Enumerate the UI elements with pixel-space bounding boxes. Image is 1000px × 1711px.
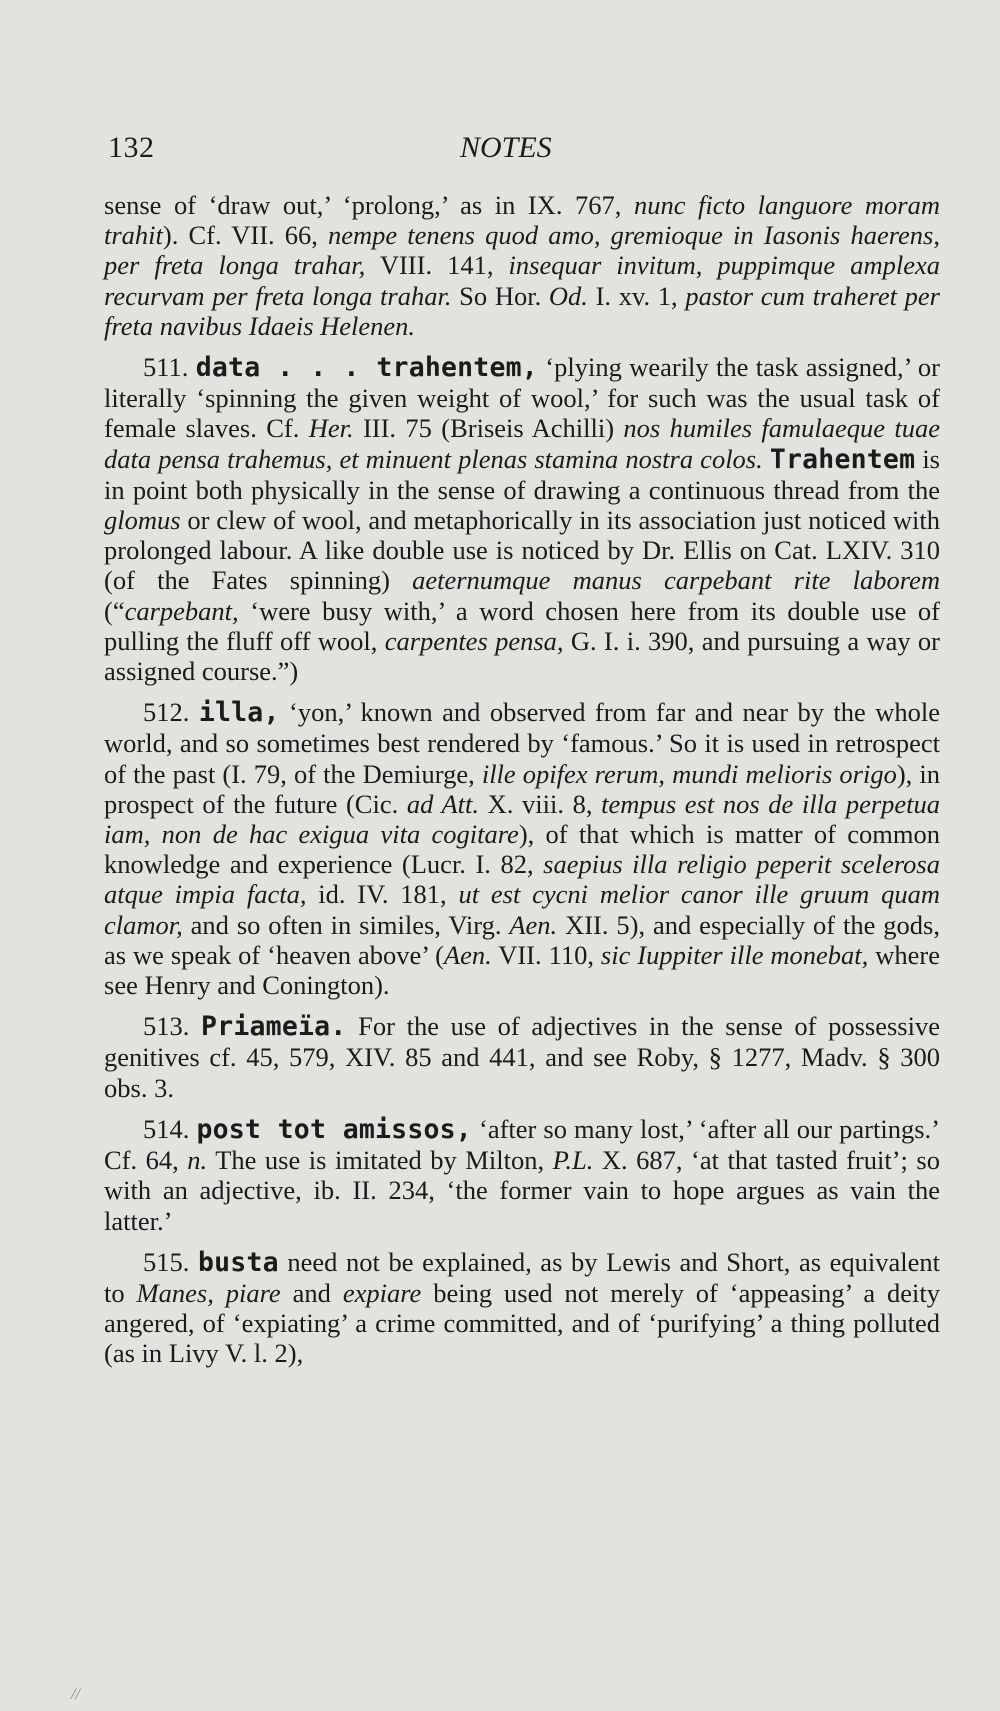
- lemma-text: Trahentem: [769, 443, 916, 475]
- latin-italic-text: glomus: [104, 505, 181, 536]
- note-513: [104, 1011, 940, 1103]
- note-text: XII. 5), and especially of the gods, as we speak of ‘heaven above’ (: [104, 909, 940, 970]
- note-512: [104, 697, 940, 1000]
- note-text: X. 687, ‘at that tasted fruit’; so with an adjective, ib. II. 234, ‘the former vain to hope argues as vain the latter.’: [104, 1145, 940, 1236]
- note-text: So Hor.: [451, 280, 549, 311]
- latin-italic-text: sic Iuppiter ille monebat,: [600, 939, 869, 970]
- note-text: and so often in similes, Virg.: [182, 909, 510, 940]
- latin-italic-text: Od.: [548, 280, 588, 311]
- lemma-text: post tot amissos,: [196, 1113, 472, 1145]
- note-text: ‘after so many lost,’ ‘after all our partings.’ Cf. 64,: [104, 1113, 940, 1176]
- note-text: ), in prospect of the future (Cic.: [104, 758, 940, 819]
- running-title: NOTES: [460, 131, 552, 164]
- note-text: G. I. i. 390, and pursuing a way or assigned course.”): [104, 625, 940, 687]
- note-text: The use is imitated by Milton,: [207, 1145, 553, 1176]
- note-text: sense of ‘draw out,’ ‘prolong,’ as in IX. 767,: [104, 190, 634, 220]
- page-header: [108, 128, 938, 168]
- latin-italic-text: n.: [187, 1145, 208, 1176]
- note-text: 511.: [143, 352, 196, 383]
- note-514: [104, 1114, 940, 1236]
- latin-italic-text: Aen.: [443, 939, 492, 970]
- note-paragraph-continuation: [104, 190, 940, 341]
- note-text: ‘were busy with,’ a word chosen here from its double use of pulling the fluff off wool,: [104, 595, 940, 656]
- latin-italic-text: P.L.: [552, 1145, 594, 1176]
- note-text: where see Henry and Conington).: [104, 939, 940, 1001]
- latin-italic-text: saepius illa religio peperit scelerosa atque impia facta,: [104, 849, 940, 910]
- note-text: is in point both physically in the sense of drawing a continuous thread from the: [104, 443, 940, 505]
- latin-italic-text: nunc ficto languore moram trahit: [104, 190, 941, 251]
- latin-italic-text: carpentes pensa,: [384, 625, 564, 656]
- note-text: 513.: [143, 1011, 202, 1042]
- note-text: being used not merely of ‘appeasing’ a deity angered, of ‘expiating’ a crime committed, and of ‘purifying’ a thing polluted (as in Livy V. l. 2),: [104, 1277, 941, 1369]
- lemma-text: illa,: [198, 697, 280, 729]
- lemma-text: busta: [197, 1246, 279, 1278]
- note-text: id. IV. 181,: [306, 879, 459, 910]
- note-text: ‘plying wearily the task assigned,’ or literally ‘spinning the given weight of wool,’ for such was the usual task of female slaves. Cf.: [104, 352, 940, 444]
- latin-italic-text: Manes, piare: [136, 1277, 281, 1308]
- latin-italic-text: nos humiles famulaeque tuae data pensa trahemus, et minuent plenas stamina nostra colos.: [104, 413, 940, 474]
- note-text: I. xv. 1,: [587, 280, 686, 311]
- page-number: 132: [108, 131, 155, 164]
- latin-italic-text: insequar invitum, puppimque amplexa recurvam per freta longa trahar.: [104, 250, 941, 311]
- latin-italic-text: Aen.: [509, 909, 558, 940]
- lemma-text: data . . . trahentem,: [195, 352, 538, 384]
- latin-italic-text: nempe tenens quod amo, gremioque in Iasonis haerens, per freta longa trahar,: [104, 220, 940, 281]
- note-text: For the use of adjectives in the sense of possessive genitives cf. 45, 579, XIV. 85 and 441, and see Roby, § 1277, Madv. § 300 obs. 3.: [104, 1011, 940, 1103]
- latin-italic-text: expiare: [342, 1277, 422, 1308]
- latin-italic-text: ad Att.: [406, 788, 480, 819]
- latin-italic-text: carpebant,: [124, 595, 239, 626]
- note-text: VIII. 141,: [365, 250, 509, 281]
- note-text: need not be explained, as by Lewis and Short, as equivalent to: [104, 1246, 941, 1308]
- note-515: [104, 1247, 940, 1369]
- note-text: ), of that which is matter of common knowledge and experience (Lucr. I. 82,: [104, 819, 940, 880]
- latin-italic-text: ut est cycni melior canor ille gruum quam clamor,: [104, 879, 940, 940]
- latin-italic-text: ille opifex rerum, mundi melioris origo: [481, 758, 897, 789]
- note-text: III. 75 (Briseis Achilli): [353, 413, 624, 444]
- notes-body: [104, 190, 940, 1380]
- note-text: 512.: [143, 697, 199, 728]
- margin-mark: //: [71, 1686, 80, 1703]
- note-text: VII. 110,: [491, 939, 601, 970]
- note-text: X. viii. 8,: [479, 788, 602, 819]
- latin-italic-text: aeternumque manus carpebant rite laborem: [412, 565, 940, 596]
- note-511: [104, 352, 940, 686]
- latin-italic-text: pastor cum traheret per freta navibus Idaeis Helenen.: [104, 280, 940, 341]
- note-text: [763, 444, 770, 474]
- note-text: or clew of wool, and metaphorically in its association just noticed with prolonged labour. A like double use is noticed by Dr. Ellis on Cat. LXIV. 310 (of the Fates spinning): [104, 505, 940, 596]
- note-text: ). Cf. VII. 66,: [162, 220, 328, 251]
- note-text: ‘yon,’ known and observed from far and near by the whole world, and so sometimes best rendered by ‘famous.’ So it is used in retrospect of the past (I. 79, of the Demiurge,: [104, 697, 941, 789]
- note-text: (“: [104, 595, 125, 626]
- lemma-text: Priameïa.: [201, 1011, 347, 1043]
- latin-italic-text: Her.: [308, 413, 354, 444]
- note-text: 515.: [143, 1246, 198, 1277]
- note-text: 514.: [143, 1113, 197, 1144]
- latin-italic-text: tempus est nos de illa perpetua iam, non de hac exigua vita cogitare: [104, 788, 941, 850]
- note-text: and: [280, 1277, 343, 1308]
